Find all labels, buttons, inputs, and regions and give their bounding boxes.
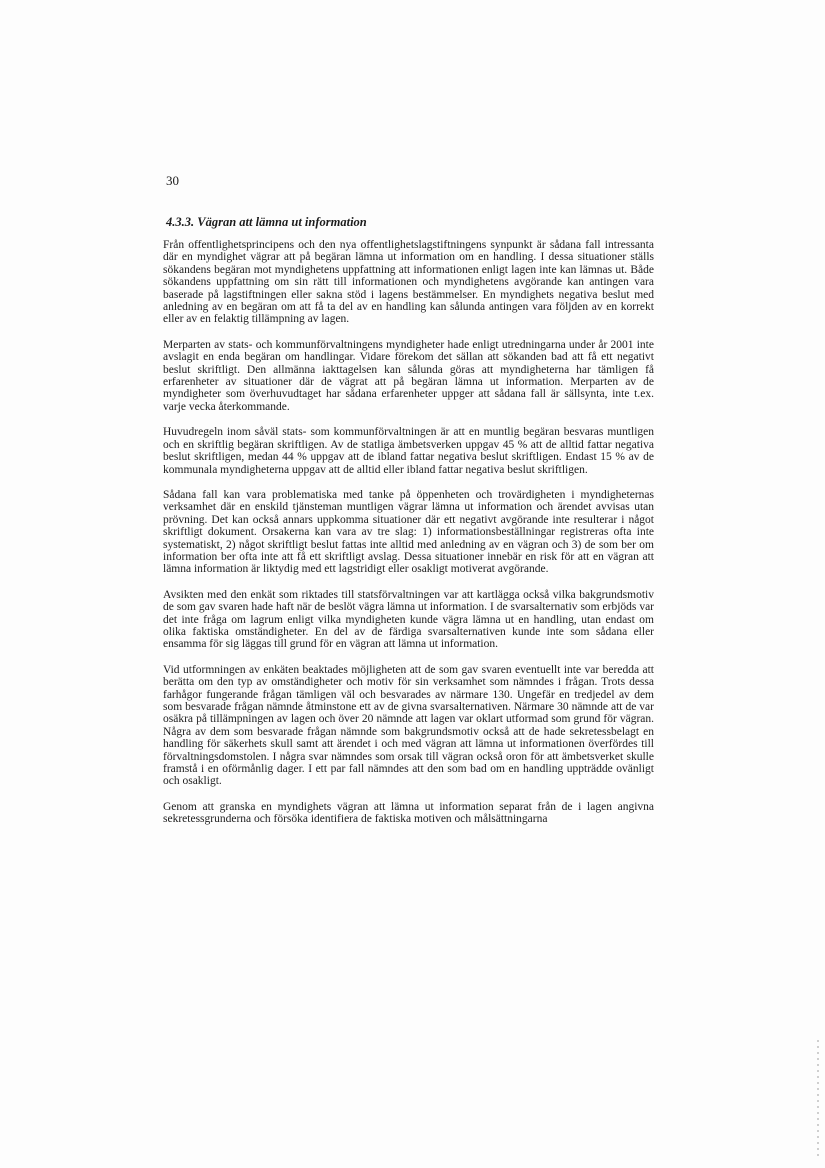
paragraph: Genom att granska en myndighets vägran att lämna ut information separat från de i lagen angivna sekretessgrunderna och försöka identifiera de faktiska motiven och målsättningarna xyxy=(163,800,654,826)
paragraph: Avsikten med den enkät som riktades till statsförvaltningen var att kartlägga också vilka bakgrundsmotiv de som gav svaren hade haft när de beslöt vägra lämna ut information. I de svarsalternativ som erbjöds var det inte fråga om lagrum enligt vilka myndigheten kunde vägra lämna ut en handling, utan endast om olika faktiska omständigheter. En del av de färdiga svarsalternativen kunde inte som sådana eller ensamma för sig läggas till grund för en vägran att lämna ut information. xyxy=(163,588,654,651)
paragraph: Huvudregeln inom såväl stats- som kommunförvaltningen är att en muntlig begäran besvaras muntligen och en skriftlig begäran skriftligen. Av de statliga ämbetsverken uppgav 45 % att de alltid fattar negativa beslut skriftligen, medan 44 % uppgav att de ibland fattar negativa beslut skriftligen. Endast 15 % av de kommunala myndigheterna uppgav att de alltid eller ibland fattar negativa beslut skriftligen. xyxy=(163,426,654,476)
page-number: 30 xyxy=(166,173,179,188)
paragraph: Merparten av stats- och kommunförvaltningens myndigheter hade enligt utredningarna under år 2001 inte avslagit en enda begäran om handlingar. Vidare förekom det sällan att sökanden bad att få ett negativt beslut skriftligt. Den allmänna iakttagelsen kan sålunda göras att myndigheterna har tämligen få erfarenheter av situationer där de vägrat att på begäran lämna ut information. Merparten av de myndigheter som överhuvudtaget har sådana erfarenheter uppger att sådana fall är sällsynta, inte t.ex. varje vecka återkommande. xyxy=(163,338,654,413)
paragraph: Från offentlighetsprincipens och den nya offentlighetslagstiftningens synpunkt är sådana fall intressanta där en myndighet vägrar att på begäran lämna ut information om en handling. I dessa situationer ställs sökandens begäran mot myndighetens uppfattning att informationen enligt lagen inte kan lämnas ut. Både sökandens uppfattning om sin rätt till informationen och myndighetens avgörande kan antingen vara baserade på lagstiftningen eller sakna stöd i lagens bestämmelser. En myndighets negativa beslut med anledning av en begäran om att få ta del av en handling kan sålunda antingen vara följden av en korrekt eller av en felaktig tillämpning av lagen. xyxy=(163,239,654,326)
body-text xyxy=(163,239,654,839)
scan-edge-mark xyxy=(817,1040,819,1160)
paragraph: Vid utformningen av enkäten beaktades möjligheten att de som gav svaren eventuellt inte var beredda att berätta om den typ av omständigheter och motiv för sin verksamhet som nämndes i frågan. Trots dessa farhågor fungerande frågan tämligen väl och besvarades av närmare 130. Ungefär en tredjedel av dem som besvarade frågan nämnde åtminstone ett av de givna svarsalternativen. Närmare 30 nämnde att de var osäkra på tillämpningen av lagen och över 20 nämnde att lagen var oklart utformad som grund för vägran. Några av dem som besvarade frågan nämnde som bakgrundsmotiv också att de hade sekretessbelagt en handling för säkerhets skull samt att ärendet i och med vägran att lämna ut informationen överfördes till förvaltningsdomstolen. I några svar nämndes som orsak till vägran också oron för att ämbetsverket skulle framstå i en oförmånlig dager. I ett par fall nämndes att den som bad om en handling uppträdde ovänligt och osakligt. xyxy=(163,663,654,788)
paragraph: Sådana fall kan vara problematiska med tanke på öppenheten och trovärdigheten i myndigheternas verksamhet där en enskild tjänsteman muntligen vägrar lämna ut information och ärendet avvisas utan prövning. Det kan också annars uppkomma situationer där ett negativt avgörande inte resulterar i något skriftligt dokument. Orsakerna kan vara av tre slag: 1) informationsbeställningar registreras ofta inte systematiskt, 2) något skriftligt beslut fattas inte alltid med anledning av en vägran och 3) de som ber om information ber ofta inte att få ett skriftligt avslag. Dessa situationer innebär en risk för att en vägran att lämna information är liktydig med ett lagstridigt eller osakligt motiverat avgörande. xyxy=(163,488,654,576)
section-heading: 4.3.3. Vägran att lämna ut information xyxy=(166,215,367,229)
